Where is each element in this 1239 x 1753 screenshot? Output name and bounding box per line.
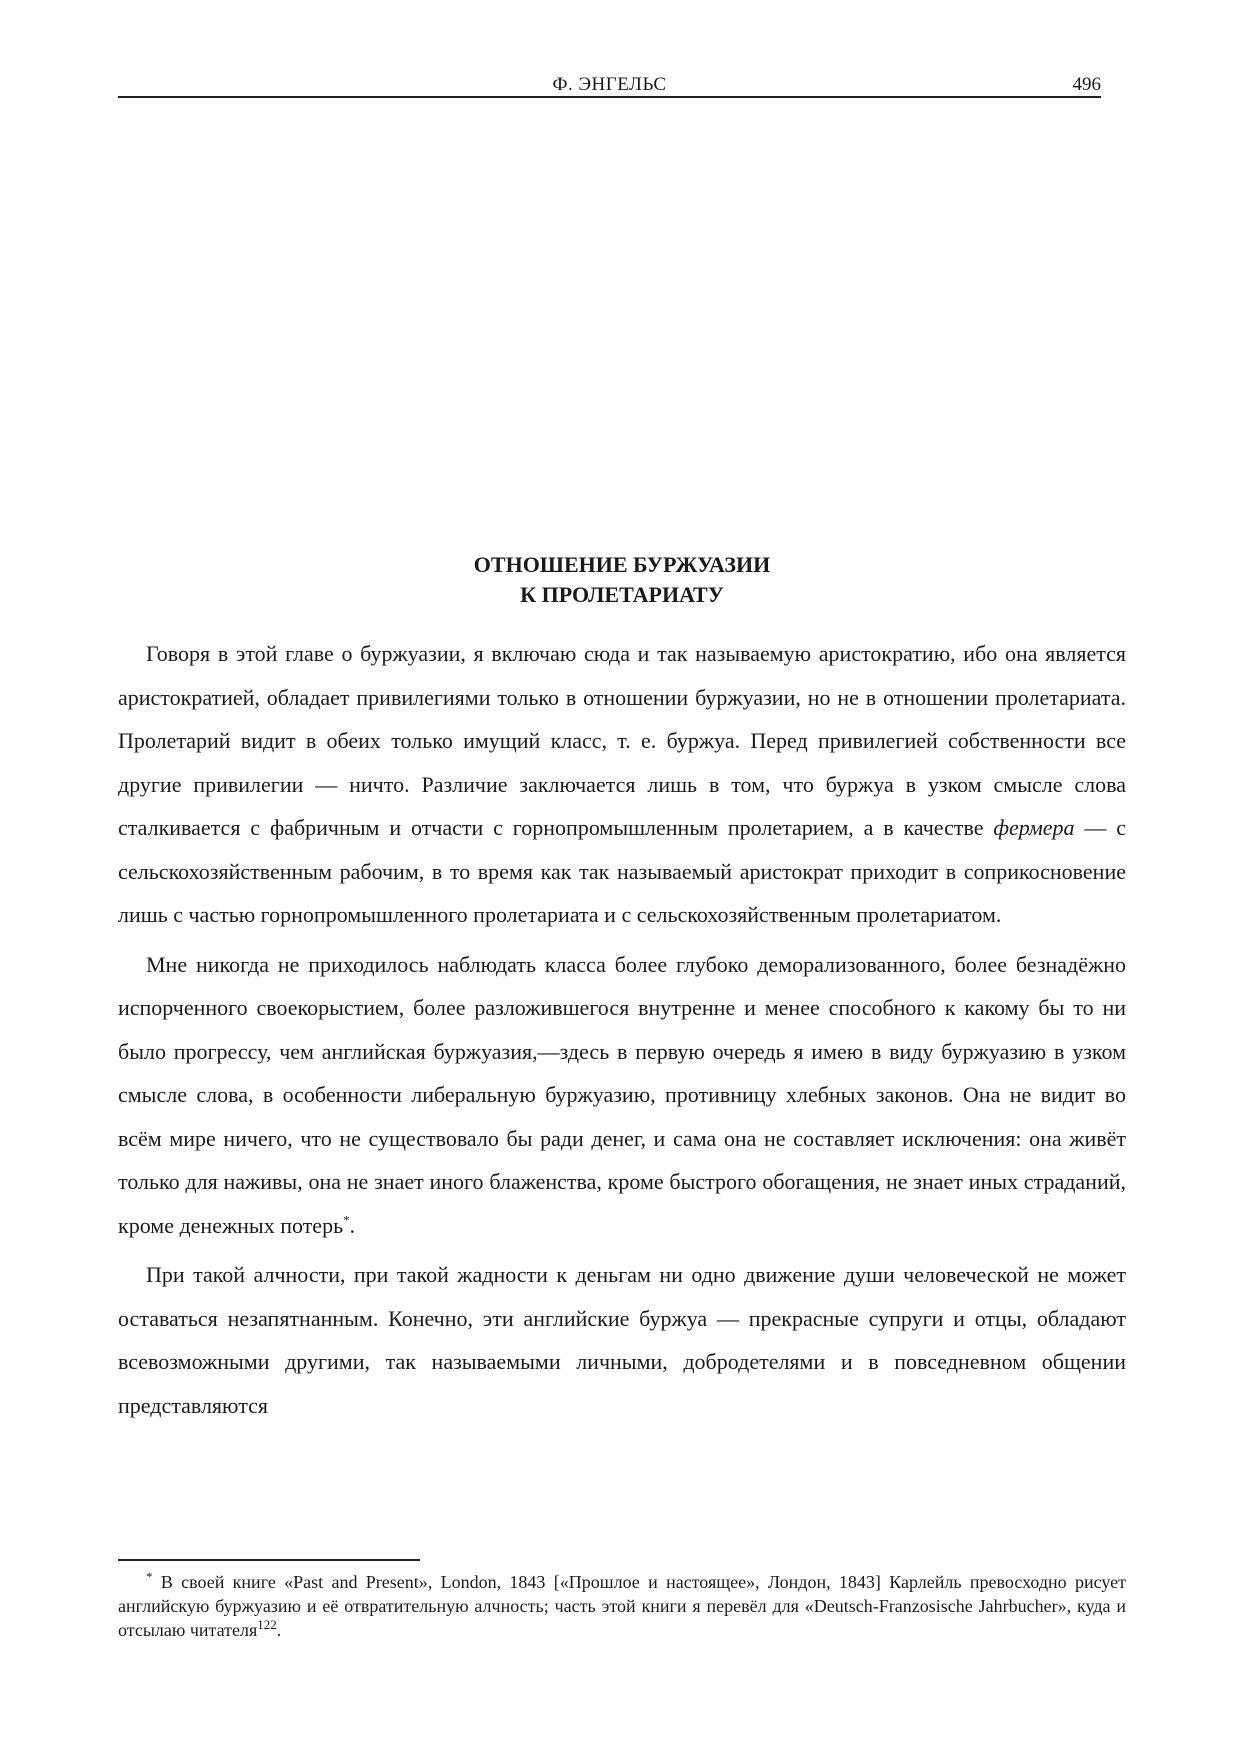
footnote-body: В своей книге «Past and Present», London, 1843 [«Прошлое и настоящее», Лондон, 1843] Карлейль превосходно рисует английскую буржуазию и её отвратительную алчность; часть этой книги я перевёл для «Deutsch-Franzosische Jahrbucher», куда и отсылаю читателя xyxy=(118,1572,1126,1640)
footnote-end: . xyxy=(276,1620,282,1640)
chapter-title-line-2: К ПРОЛЕТАРИАТУ xyxy=(520,582,724,607)
body-text xyxy=(118,632,1126,1427)
header-author: Ф. ЭНГЕЛЬС xyxy=(552,74,667,95)
paragraph-1-text-b: — с сельскохозяйственным рабочим, в то время как так называемый аристократ приходит в соприкосновение лишь с частью горнопромышленного пролетариата и с сельскохозяйственным пролетариатом. xyxy=(118,815,1127,927)
chapter-title xyxy=(118,550,1126,610)
footnote xyxy=(118,1570,1126,1642)
footnote-marker[interactable]: * xyxy=(343,1212,350,1228)
running-header xyxy=(118,70,1101,98)
chapter-title-line-1: ОТНОШЕНИЕ БУРЖУАЗИИ xyxy=(473,552,771,577)
paragraph-2-text: Мне никогда не приходилось наблюдать класса более глубоко деморализованного, более безнадёжно испорченного своекорыстием, более разложившегося внутренне и менее способного к какому бы то ни было прогрессу, чем английская буржуазия,—здесь в первую очередь я имею в виду буржуазию в узком смысле слова, в особенности либеральную буржуазию, противницу хлебных законов. Она не видит во всём мире ничего, что не существовало бы ради денег, и сама она не составляет исключения: она живёт только для наживы, она не знает иного блаженства, кроме быстрого обогащения, не знает иных страданий, кроме денежных потерь xyxy=(118,951,1126,1238)
footnote-reference[interactable]: 122 xyxy=(257,1617,277,1632)
paragraph-1-text-a: Говоря в этой главе о буржуазии, я включаю сюда и так называемую аристократию, ибо она является аристократией, обладает привилегиями только в отношении буржуазии, но не в отношении пролетариата. Пролетарий видит в обеих только имущий класс, т. е. буржуа. Перед привилегией собственности все другие привилегии — ничто. Различие заключается лишь в том, что буржуа в узком смысле слова сталкивается с фабричным и отчасти с горнопромышленным пролетарием, а в качестве xyxy=(118,641,1126,840)
paragraph-2-end: . xyxy=(349,1212,356,1238)
footnote-text xyxy=(118,1570,1126,1642)
paragraph-3-text: При такой алчности, при такой жадности к деньгам ни одно движение души человеческой не может оставаться незапятнанным. Конечно, эти английские буржуа — прекрасные супруги и отцы, обладают всевозможными другими, так называемыми личными, добродетелями и в повседневном общении представляются xyxy=(118,1262,1126,1418)
paragraph-1 xyxy=(118,632,1126,937)
page-number: 496 xyxy=(1072,74,1101,95)
italic-term: фермера xyxy=(993,815,1075,840)
footnote-divider xyxy=(118,1559,420,1561)
paragraph-3 xyxy=(118,1253,1126,1427)
paragraph-2 xyxy=(118,943,1126,1248)
footnote-mark: * xyxy=(146,1569,153,1584)
